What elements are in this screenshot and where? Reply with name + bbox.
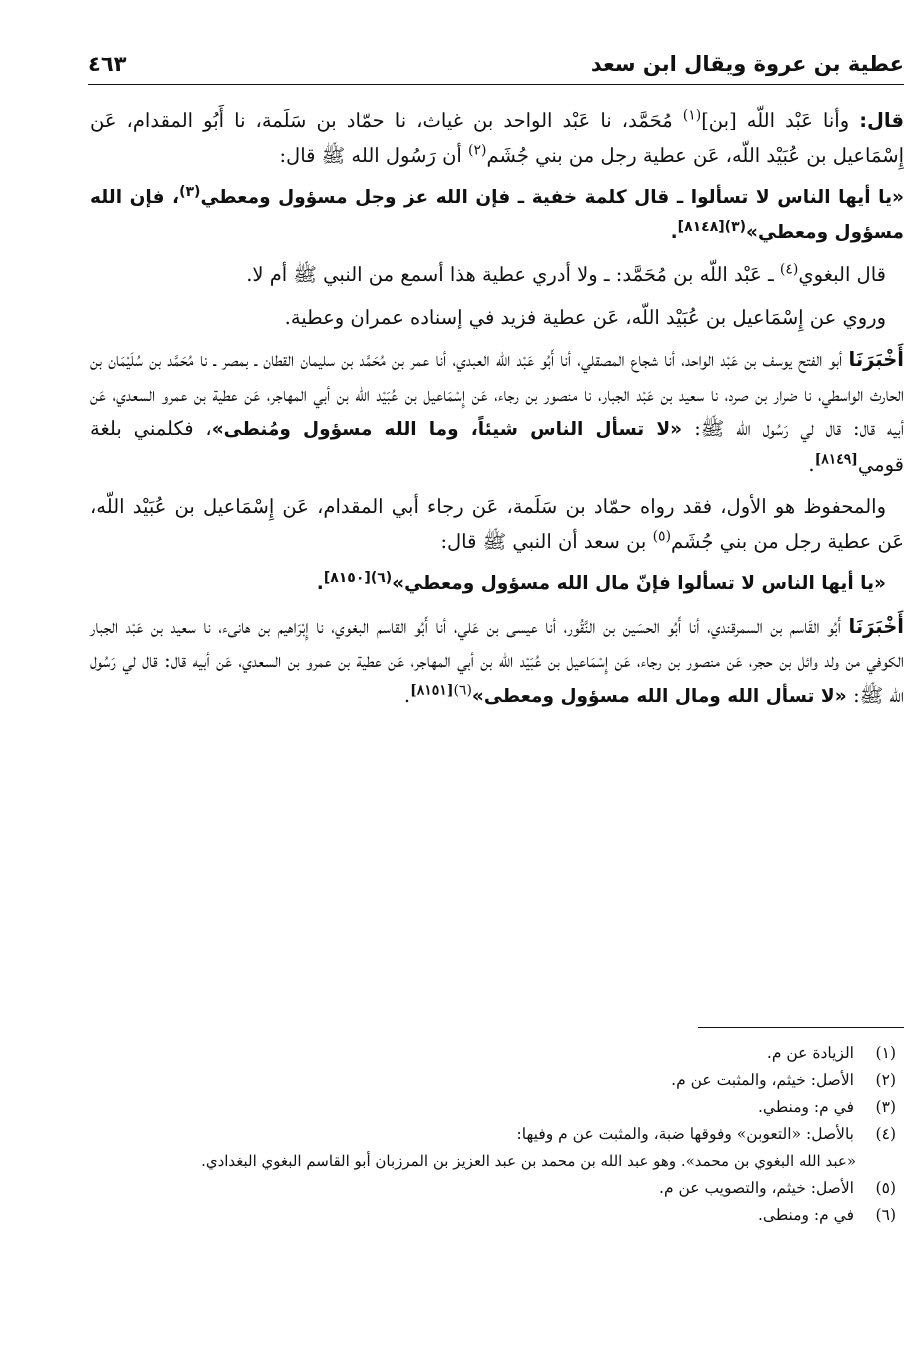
hadith-number: [٨١٥٠] bbox=[323, 569, 371, 586]
footnote-5 bbox=[90, 1175, 896, 1202]
text-run: . bbox=[808, 452, 815, 476]
footnote-number: (٤) bbox=[875, 1125, 896, 1143]
footnote-ref: (١) bbox=[682, 107, 702, 124]
footnote-text: «عبد الله البغوي بن محمد». وهو عبد الله بن محمد بن عبد العزيز بن المرزبان أبو القاسم البغوي البغدادي. bbox=[201, 1152, 856, 1170]
hadith-paragraph-2 bbox=[90, 181, 904, 250]
hadith-text: «يا أيها الناس لا تسألوا فإنّ مال الله مسؤول ومعطي» bbox=[392, 573, 886, 594]
footnote-ref: (٦) bbox=[453, 682, 472, 698]
text-run: أَبُو القَاسم بن السمرقندي، أنا أَبُو الحسَين بن النَّقُور، أنا عيسى بن عَلي، أنا أَبُو القاسم البغوي، نا إِبْرَاهيم بن هانىء، نا سعيد بن عَبْد الجبار الكوفي من ولد وائل بن حجر، عَن منصور بن رجاء، عَن إِسْمَاعيل بن عُبَيْد اللّه بن أبي المهاجر، عَن عطية بن عمرو بن السعدي، عَن أبيه قال: قال لي رَسُول الله ﷺ: bbox=[90, 614, 904, 707]
hadith-text: ، فإن الله مسؤول ومعطي» bbox=[90, 187, 904, 243]
hadith-number: [٨١٤٨] bbox=[677, 218, 725, 235]
running-header bbox=[88, 44, 904, 85]
footnote-text: الأصل: خيثم، والمثبت عن م. bbox=[671, 1071, 854, 1089]
hadith-text: «لا تسأل الناس شيئاً، وما الله مسؤول ومُنطى» bbox=[211, 419, 695, 440]
text-run: بن سعد أن النبي ﷺ قال: bbox=[440, 529, 653, 553]
hadith-number: [٨١٥١] bbox=[410, 682, 454, 698]
paragraph-6 bbox=[90, 490, 904, 559]
text-run: . bbox=[403, 683, 411, 707]
footnote-4-continuation bbox=[90, 1148, 896, 1175]
hadith-paragraph-7 bbox=[90, 567, 904, 602]
footnote-3 bbox=[90, 1094, 896, 1121]
text-run: والمحفوظ هو الأول، فقد رواه حمّاد بن سَلَمة، عَن رجاء أبي المقدام، عَن إِسْمَاعيل بن عُبَيْد اللّه، عَن عطية رجل من بني جُشَم bbox=[90, 495, 904, 553]
header-title: عطية بن عروة ويقال ابن سعد bbox=[590, 52, 904, 76]
paragraph-lead: أَخْبَرَنَا bbox=[848, 348, 904, 371]
footnote-number: (٢) bbox=[875, 1071, 896, 1089]
footnote-2 bbox=[90, 1067, 896, 1094]
text-run: . bbox=[670, 221, 678, 243]
footnote-6 bbox=[90, 1202, 896, 1229]
footnote-text: الأصل: خيثم، والتصويب عن م. bbox=[659, 1179, 854, 1197]
footnote-ref: (٤) bbox=[779, 261, 799, 278]
footnote-number: (٣) bbox=[875, 1098, 896, 1116]
paragraph-1 bbox=[90, 104, 904, 173]
footnote-ref: (٣) bbox=[179, 183, 201, 200]
text-run: وروي عن إِسْمَاعيل بن عُبَيْد اللّه، عَن عطية فزيد في إسناده عمران وعطية. bbox=[284, 305, 886, 329]
footnote-text: في م: ومنطي. bbox=[757, 1098, 854, 1116]
text-run: أبو الفتح يوسف بن عَبْد الواحد، أنا شجاع المصقلي، أنا أَبُو عَبْد اللّه العبدي، أنا عمر بن مُحَمَّد بن سليمان القطان ـ بمصر ـ نا مُحَمَّد بن سُلَيْمَان بن الحارث الواسطي، نا ضرار بن صرد، نا سعيد بن عَبْد الجبار، نا منصور بن رجاء، عَن إِسْمَاعيل بن عُبَيْد اللّه بن أبي المهاجر، عَن عطية بن عمرو السعدي، عَن أبيه قال: قال لي رَسُول الله ﷺ: bbox=[90, 348, 904, 440]
hadith-text: «يا أيها الناس لا تسألوا ـ قال كلمة خفية ـ فإن الله عز وجل مسؤول ومعطي bbox=[200, 187, 904, 208]
footnote-ref: (٢) bbox=[468, 142, 487, 158]
footnote-number: (٦) bbox=[875, 1206, 896, 1224]
footnotes bbox=[90, 1040, 896, 1229]
page-number: ٤٦٣ bbox=[88, 52, 127, 76]
paragraph-lead: أَخْبَرَنَا bbox=[848, 614, 904, 638]
footnote-1 bbox=[90, 1040, 896, 1067]
hadith-number: [٨١٤٩] bbox=[814, 451, 858, 467]
footnote-ref: (٦) bbox=[370, 569, 393, 586]
paragraph-4 bbox=[90, 301, 904, 336]
paragraph-5 bbox=[90, 343, 904, 482]
text-run: قال البغوي bbox=[798, 263, 886, 286]
text-run: وأنا عَبْد اللّه [بن] bbox=[701, 109, 860, 132]
text-run: أن رَسُول الله ﷺ قال: bbox=[279, 143, 469, 167]
text-run: مُحَمَّد، نا عَبْد الواحد بن غياث، نا حمّاد بن سَلَمة، نا أَبُو المقدام، عَن إِسْمَاعيل بن عُبَيْد اللّه، عَن عطية رجل من بني جُشَم bbox=[90, 109, 904, 167]
text-run: ـ عَبْد اللّه بن مُحَمَّد: ـ ولا أدري عطية هذا أسمع من النبي ﷺ أم لا. bbox=[246, 263, 780, 286]
main-text bbox=[90, 104, 904, 722]
paragraph-3 bbox=[90, 258, 904, 293]
footnote-4 bbox=[90, 1121, 896, 1148]
text-run: ، فكلمني بلغة قومي bbox=[90, 417, 904, 476]
footnote-text: الزيادة عن م. bbox=[766, 1044, 854, 1062]
text-run: . bbox=[316, 573, 324, 594]
footnote-text: بالأصل: «التعوبن» وفوقها ضبة، والمثبت عن م وفيها: bbox=[516, 1125, 854, 1143]
footnote-ref: (٣) bbox=[724, 218, 747, 235]
paragraph-8 bbox=[90, 610, 904, 715]
footnote-ref: (٥) bbox=[652, 528, 672, 544]
footnote-divider bbox=[698, 1027, 904, 1028]
footnote-number: (١) bbox=[875, 1044, 896, 1062]
footnote-number: (٥) bbox=[875, 1179, 896, 1197]
hadith-text: «لا تسأل الله ومال الله مسؤول ومعطى» bbox=[471, 685, 854, 707]
paragraph-lead: قال: bbox=[859, 109, 904, 132]
footnote-text: في م: ومنطى. bbox=[757, 1206, 854, 1224]
